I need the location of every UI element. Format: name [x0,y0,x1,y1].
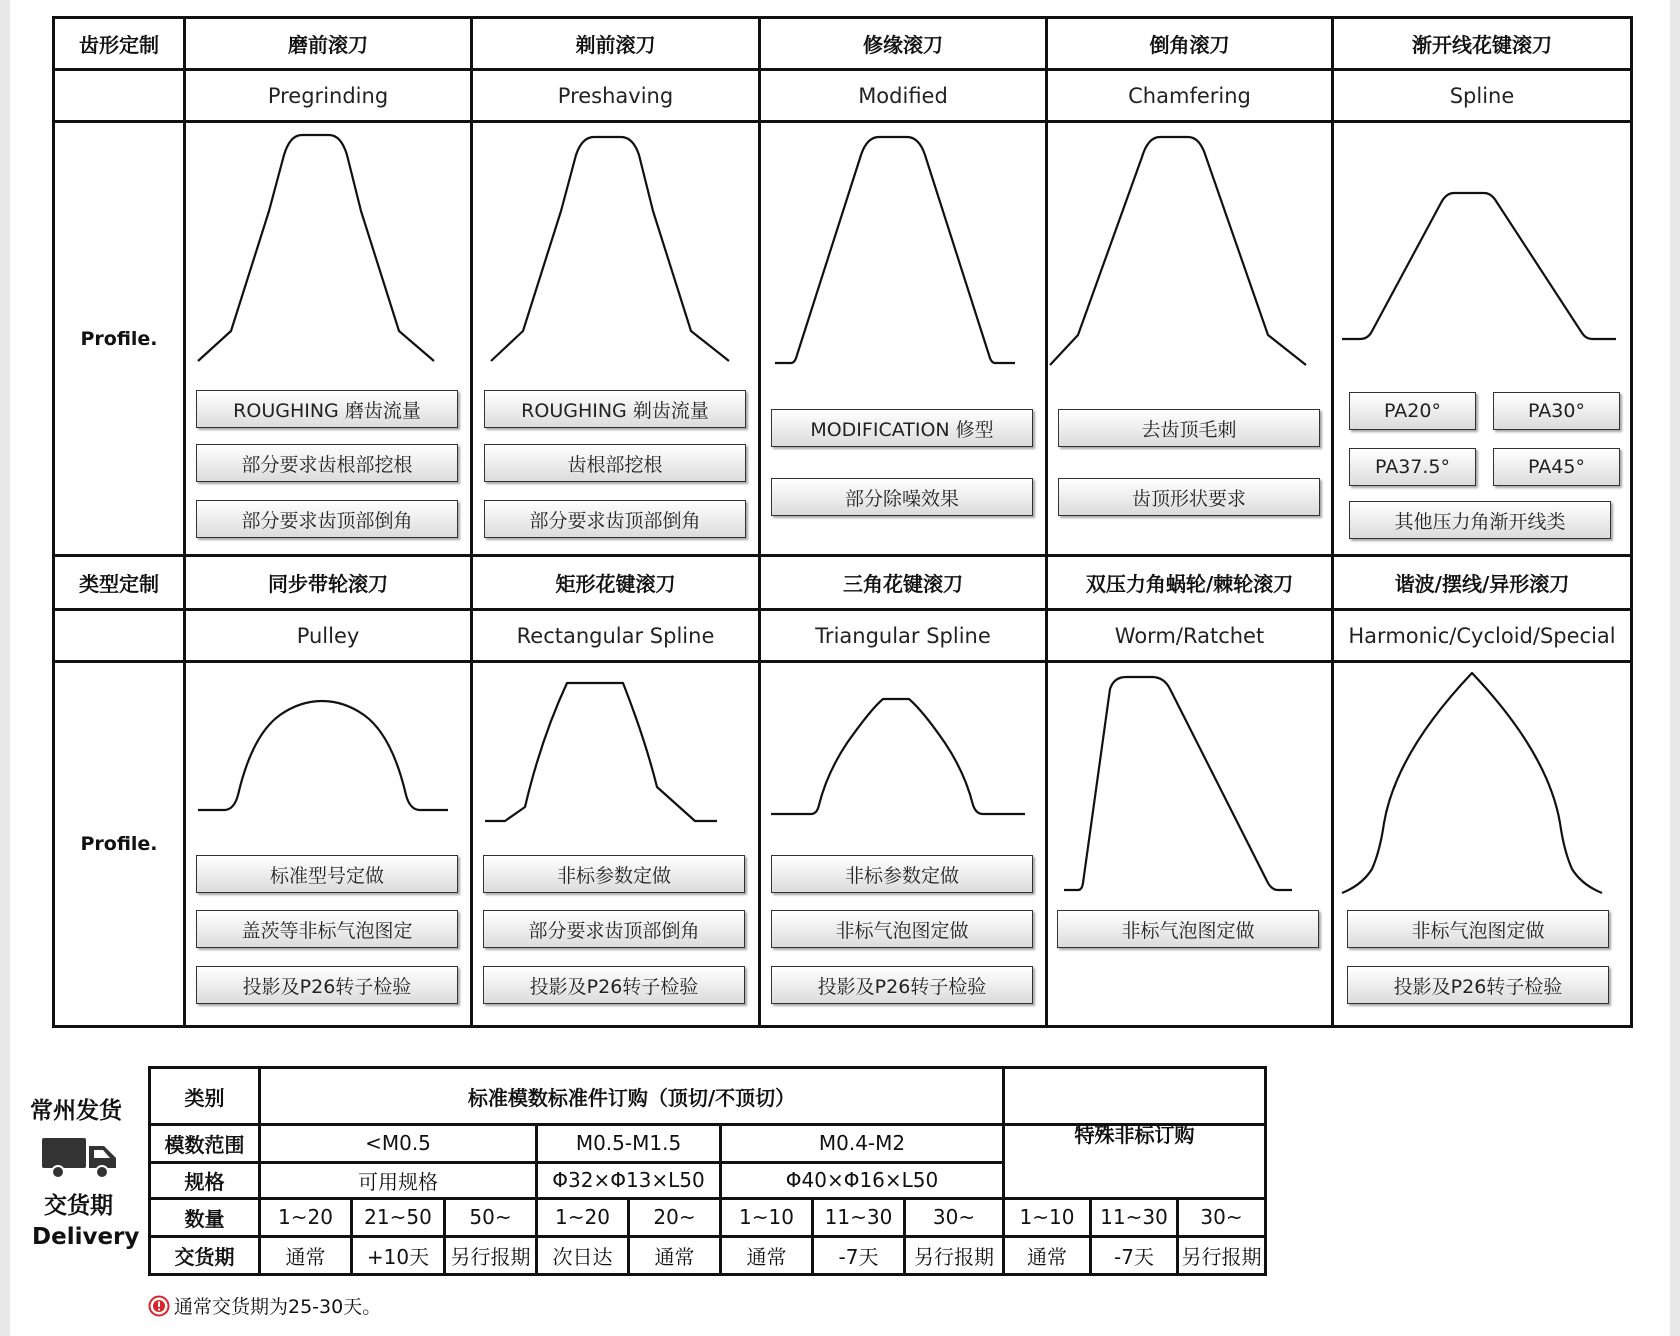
gates-bubble-drawing-button[interactable]: 盖茨等非标气泡图定 [196,910,458,948]
col-subtitle: Preshaving [557,83,674,108]
quantity-cell: 50~ [469,1205,512,1229]
delivery-time-cell: -7天 [1114,1244,1154,1269]
delivery-time-cell: +10天 [366,1244,430,1269]
col-subtitle: Pregrinding [267,83,389,108]
col-subtitle: Triangular Spline [815,623,991,648]
col-title: 双压力角蜗轮/棘轮滚刀 [1085,572,1294,596]
worm-ratchet-profile-drawing [1048,663,1331,903]
chamfering-profile-drawing [1048,123,1331,383]
row-label-spec: 规格 [184,1169,225,1194]
other-pressure-angle-button[interactable]: 其他压力角渐开线类 [1349,501,1611,539]
pa45-button[interactable]: PA45° [1493,448,1620,486]
left-margin [0,0,10,1336]
pregrinding-profile-drawing [186,123,470,383]
standard-order-header: 标准模数标准件订购（顶切/不顶切） [467,1085,796,1110]
root-undercut-button[interactable]: 部分要求齿根部挖根 [196,444,458,482]
row-label-quantity: 数量 [184,1206,225,1231]
profile-label: Profile. [80,327,158,350]
quantity-cell: 21~50 [364,1205,432,1229]
tip-chamfer-button[interactable]: 部分要求齿顶部倒角 [196,500,458,538]
col-title: 剃前滚刀 [575,33,656,57]
quantity-cell: 30~ [932,1205,976,1229]
col-subtitle: Spline [1449,83,1515,108]
tip-shape-button[interactable]: 齿顶形状要求 [1058,478,1320,516]
roughing-shaving-button[interactable]: ROUGHING 剃齿流量 [484,390,746,428]
modified-profile-drawing [761,123,1045,383]
delivery-time-cell: 通常 [285,1244,326,1269]
special-order-header: 特殊非标订购 [1074,1122,1195,1147]
profile-grid [52,16,1633,1028]
tip-chamfer-button[interactable]: 部分要求齿顶部倒角 [483,910,745,948]
bubble-drawing-button[interactable]: 非标气泡图定做 [771,910,1033,948]
module-range: M0.5-M1.5 [575,1131,682,1155]
delivery-time-cell: -7天 [838,1244,879,1269]
delivery-title: 常州发货 [30,1098,122,1124]
roughing-grinding-button[interactable]: ROUGHING 磨齿流量 [196,390,458,428]
delivery-time-cell: 次日达 [552,1244,613,1269]
quantity-cell: 11~30 [824,1205,893,1229]
projection-inspection-button[interactable]: 投影及P26转子检验 [483,966,745,1004]
quantity-cell: 30~ [1200,1205,1243,1229]
custom-parameter-button[interactable]: 非标参数定做 [771,855,1033,893]
quantity-cell: 1~10 [739,1205,794,1229]
delivery-time-cell: 通常 [746,1244,787,1269]
row-label-category: 类别 [184,1085,225,1110]
col-subtitle: Worm/Ratchet [1114,623,1265,648]
col-title: 矩形花键滚刀 [555,572,676,596]
deburr-button[interactable]: 去齿顶毛刺 [1058,409,1320,447]
tip-chamfer-button[interactable]: 部分要求齿顶部倒角 [484,500,746,538]
right-margin [1670,0,1680,1336]
spec-cell: 可用规格 [358,1169,438,1194]
delivery-subtitle-en: Delivery [32,1224,140,1250]
delivery-note-text: 通常交货期为25-30天。 [174,1296,382,1318]
spec-cell: Φ40×Φ16×L50 [785,1168,939,1192]
modification-button[interactable]: MODIFICATION 修型 [771,409,1033,447]
module-range: M0.4-M2 [818,1131,906,1155]
preshaving-profile-drawing [473,123,758,383]
projection-inspection-button[interactable]: 投影及P26转子检验 [196,966,458,1004]
col-subtitle: Rectangular Spline [516,623,715,648]
delivery-time-cell: 另行报期 [450,1244,531,1269]
quantity-cell: 11~30 [1100,1205,1168,1229]
col-title: 磨前滚刀 [288,33,368,57]
col-subtitle: Pulley [296,623,360,648]
alert-icon [148,1295,170,1317]
row-label-module: 模数范围 [164,1132,245,1157]
standard-model-button[interactable]: 标准型号定做 [196,855,458,893]
pa30-button[interactable]: PA30° [1493,392,1620,430]
delivery-time-cell: 通常 [1027,1244,1067,1269]
quantity-cell: 20~ [653,1205,696,1229]
harmonic-special-profile-drawing [1334,663,1630,903]
delivery-note [148,1292,381,1319]
col-title: 倒角滚刀 [1149,33,1230,57]
col-subtitle: Modified [858,83,948,108]
col-title: 谐波/摆线/异形滚刀 [1394,572,1570,596]
col-subtitle: Harmonic/Cycloid/Special [1348,623,1616,648]
col-title: 同步带轮滚刀 [268,572,388,596]
delivery-time-cell: 另行报期 [1181,1244,1262,1269]
spline-profile-drawing [1334,123,1630,383]
pa20-button[interactable]: PA20° [1349,392,1476,430]
section-label-tooth: 齿形定制 [79,33,159,57]
col-title: 修缘滚刀 [863,33,943,57]
row-label-delivery: 交货期 [174,1244,235,1269]
delivery-time-cell: 通常 [654,1244,695,1269]
delivery-table [148,1066,1267,1276]
spec-cell: Φ32×Φ13×L50 [552,1168,705,1192]
root-undercut-button[interactable]: 齿根部挖根 [484,444,746,482]
module-range: <M0.5 [365,1131,431,1155]
custom-parameter-button[interactable]: 非标参数定做 [483,855,745,893]
profile-label: Profile. [80,833,158,855]
truck-icon [42,1136,118,1180]
pa37-5-button[interactable]: PA37.5° [1349,448,1476,486]
col-title: 三角花键滚刀 [843,572,963,596]
bubble-drawing-button[interactable]: 非标气泡图定做 [1347,910,1609,948]
noise-reduction-button[interactable]: 部分除噪效果 [771,478,1033,516]
bubble-drawing-button[interactable]: 非标气泡图定做 [1057,910,1319,948]
quantity-cell: 1~20 [278,1205,333,1229]
section-label-type: 类型定制 [79,572,159,596]
projection-inspection-button[interactable]: 投影及P26转子检验 [771,966,1033,1004]
col-subtitle: Chamfering [1128,83,1251,108]
projection-inspection-button[interactable]: 投影及P26转子检验 [1347,966,1609,1004]
delivery-subtitle: 交货期 [44,1193,113,1219]
delivery-time-cell: 另行报期 [914,1244,994,1269]
quantity-cell: 1~10 [1019,1205,1075,1229]
col-title: 渐开线花键滚刀 [1412,33,1552,57]
quantity-cell: 1~20 [555,1205,610,1229]
